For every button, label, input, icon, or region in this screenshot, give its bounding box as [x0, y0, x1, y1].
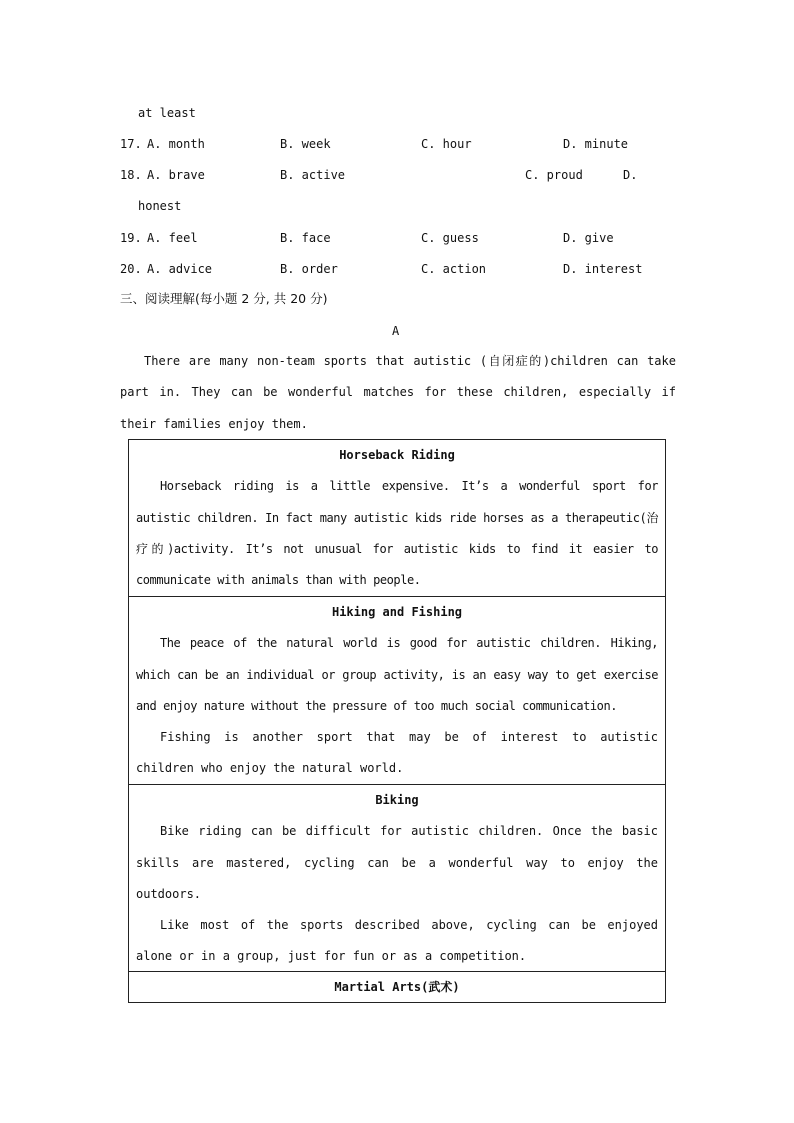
option-d-wrap: honest [138, 199, 182, 213]
option-c: C. action [421, 262, 487, 276]
option-d: D. give [563, 231, 614, 245]
table-row-horseback-riding [129, 440, 665, 597]
passage-intro [120, 346, 676, 440]
row-title: Biking [375, 793, 419, 807]
option-c: C. proud [525, 168, 583, 182]
option-b: B. week [280, 137, 331, 151]
option-b: B. order [280, 262, 338, 276]
intro-paragraph: There are many non-team sports that autistic (自闭症的)children can take part in. They can be wonderful matches for these children, especially if their families enjoy them. [120, 354, 676, 431]
option-d: D. interest [563, 262, 643, 276]
option-c: C. guess [421, 231, 479, 245]
option-d: D. [623, 168, 638, 182]
question-number: 20. [120, 262, 142, 276]
sports-table [128, 439, 666, 1003]
option-a: A. advice [147, 262, 213, 276]
question-number: 17. [120, 137, 142, 151]
option-a: A. brave [147, 168, 205, 182]
question-number: 18. [120, 168, 142, 182]
option-a: A. month [147, 137, 205, 151]
row-title: Horseback Riding [339, 448, 455, 462]
row-title: Hiking and Fishing [331, 605, 463, 619]
row-paragraph: The peace of the natural world is good for autistic children. Hiking, which can be an individual or group activity, is an easy way to get exercise and enjoy nature without the pressure of too much social communication. [136, 636, 658, 713]
row-title: Martial Arts(武术) [334, 980, 460, 994]
option-d: D. minute [563, 137, 629, 151]
row-paragraph: Horseback riding is a little expensive. It’s a wonderful sport for autistic children. In fact many autistic kids ride horses as a therapeutic(治疗的)activity. It’s not unusual for autistic kids to find it easier to communicate with animals than with people. [136, 479, 658, 588]
row-paragraph: Fishing is another sport that may be of interest to autistic children who enjoy the natural world. [136, 730, 658, 776]
option-a: A. feel [147, 231, 198, 245]
table-row-biking [129, 785, 665, 972]
row-paragraph: Bike riding can be difficult for autistic children. Once the basic skills are mastered, cycling can be a wonderful way to enjoy the outdoors. [136, 824, 658, 901]
section-title: 三、阅读理解(每小题 2 分, 共 20 分) [120, 291, 328, 306]
option-b: B. face [280, 231, 331, 245]
table-row-hiking-fishing [129, 597, 665, 785]
q16-continuation: at least [138, 106, 196, 120]
passage-label: A [392, 324, 400, 338]
option-c: C. hour [421, 137, 472, 151]
question-number: 19. [120, 231, 142, 245]
option-b: B. active [280, 168, 346, 182]
row-paragraph: Like most of the sports described above, cycling can be enjoyed alone or in a group, just for fun or as a competition. [136, 918, 658, 964]
table-row-martial-arts [129, 972, 665, 1003]
